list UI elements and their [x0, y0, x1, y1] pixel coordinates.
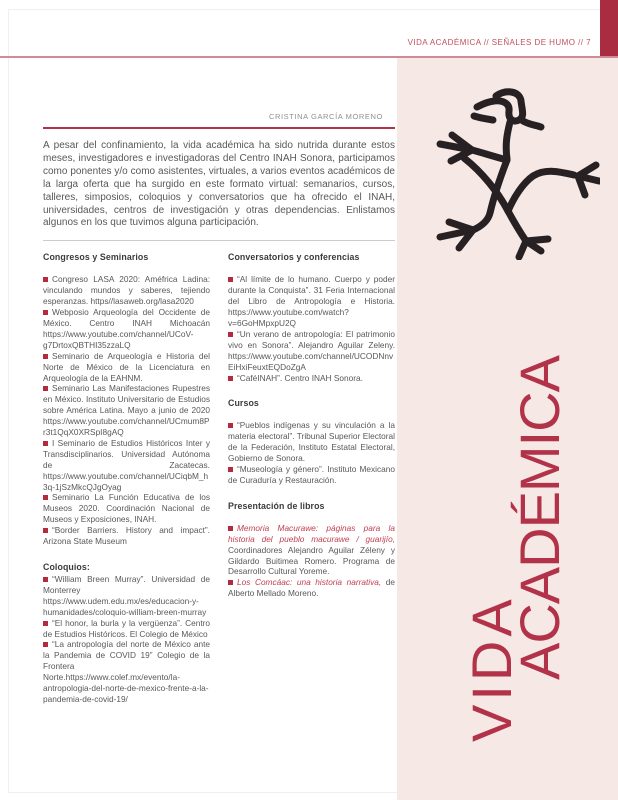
- bullet-square-icon: [228, 332, 233, 337]
- intro-paragraph: A pesar del confinamiento, la vida académica ha sido nutrida durante estos meses, investigadores e investigadoras del Centro INAH Sonora, participamos como ponentes y/o como asistentes, virtuales, a varios eventos académicos de la larga oferta que ha surgido en este formato virtual: semanarios, cursos, talleres, simposios, coloquios y conversatorios que ha ofrecido el INAH, universidades, centros de investigación y otras dependencias. Enlistamos algunos en los que tuvimos alguna participación.: [43, 140, 395, 229]
- bullet-square-icon: [228, 277, 233, 282]
- bullet-square-icon: [43, 441, 48, 446]
- list-item-text: “Pueblos indígenas y su vinculación a la materia electoral”. Tribunal Superior Electoral de la Federación, Instituto Estatal Electoral, Gobierno de Sonora.: [228, 420, 395, 464]
- book-title: Los Comcáac: una historia narrativa,: [237, 577, 382, 588]
- list-item: [43, 351, 210, 384]
- section-congresos: [43, 252, 210, 547]
- bullet-square-icon: [43, 528, 48, 533]
- list-item-text: “Museología y género”. Instituto Mexicano de Curaduría y Restauración.: [228, 464, 395, 485]
- book-item-text: de Alberto Mellado Moreno.: [228, 577, 395, 599]
- list-item: [43, 525, 210, 547]
- list-item-text: “William Breen Murray”. Universidad de Monterrey https://www.udem.edu.mx/es/educacion-y-humanidades/coloquio-william-breen-murray: [43, 574, 210, 617]
- two-column-layout: [43, 252, 395, 705]
- bullet-square-icon: [43, 277, 48, 282]
- petroglyph-dancer-icon: [430, 80, 600, 260]
- list-item: [228, 274, 395, 329]
- bullet-square-icon: [43, 495, 48, 500]
- list-item-text: Seminario de Arqueología e Historia del Norte de México de la Licenciatura en Arqueología de la EAHNM.: [43, 350, 210, 383]
- bullet-square-icon: [43, 310, 48, 315]
- list-item-text: “Border Barriers. History and impact”. Arizona State Museum: [43, 525, 210, 547]
- section-title: Cursos: [228, 398, 259, 409]
- running-head: VIDA ACADÉMICA // SEÑALES DE HUMO // 7: [407, 38, 591, 47]
- bullet-square-icon: [228, 467, 233, 472]
- section-title: Conversatorios y conferencias: [228, 252, 360, 263]
- section-title: Coloquios:: [43, 562, 90, 572]
- list-item-text: “El honor, la burla y la vergüenza”. Centro de Estudios Históricos. El Colegio de México: [43, 617, 210, 639]
- list-item: [43, 307, 210, 351]
- bullet-square-icon: [228, 423, 233, 428]
- bullet-square-icon: [43, 386, 48, 391]
- list-item-text: Webposio Arqueología del Occidente de México. Centro INAH Michoacán https://www.youtube.com/channel/UCoV-g7DrtoxQBTHI35zzaLQ: [43, 307, 210, 350]
- list-item: [228, 523, 395, 578]
- section-presentacion-libros: [228, 501, 395, 599]
- left-column: [43, 252, 210, 705]
- section-conversatorios: [228, 252, 395, 383]
- bullet-square-icon: [228, 376, 233, 381]
- list-item-text: I Seminario de Estudios Históricos Inter y Transdisciplinarios. Universidad Autónoma de Zacatecas. https://www.youtube.com/channel/UCiqbM_h3q-1jSzMkcQJgOyag: [43, 437, 210, 492]
- section-cursos: [228, 398, 395, 485]
- list-item-text: “Un verano de antropología: El patrimonio vivo en Sonora”. Alejandro Aguilar Zeleny. https://www.youtube.com/channel/UCODNnvEiHxiFeuxtEQDoZgA: [228, 328, 395, 372]
- bullet-square-icon: [43, 577, 48, 582]
- book-item-text: Coordinadores Alejandro Aguilar Zéleny y Gildardo Buitimea Romero. Programa de Desarrollo Cultural Yoreme.: [228, 544, 395, 577]
- bullet-square-icon: [43, 642, 48, 647]
- bullet-square-icon: [228, 580, 233, 585]
- right-column: [228, 252, 395, 705]
- list-item: [43, 438, 210, 493]
- bullet-square-icon: [43, 621, 48, 626]
- list-item: [228, 329, 395, 373]
- list-item: [228, 577, 395, 599]
- list-item: [228, 464, 395, 486]
- list-item: [43, 274, 210, 307]
- vertical-title-vida: VIDA: [460, 595, 523, 742]
- list-item: [228, 420, 395, 464]
- header-rule: [0, 56, 618, 58]
- main-content: [43, 112, 395, 705]
- section-title: Presentación de libros: [228, 500, 325, 511]
- columns-rule: [43, 240, 395, 241]
- book-title: Memoria Macurawe: páginas para la historia del pueblo macurawe / guarijío,: [228, 522, 395, 544]
- list-item: [43, 618, 210, 640]
- list-item-text: “Al límite de lo humano. Cuerpo y poder durante la Conquista”. 31 Feria Internacional del Libro de Antropología e Historia. https://www.youtube.com/watch?v=6GoHMpxpU2Q: [228, 274, 395, 328]
- list-item: [228, 373, 395, 384]
- list-item: [43, 639, 210, 704]
- section-title: Congresos y Seminarios: [43, 252, 149, 263]
- section-coloquios: [43, 562, 210, 705]
- vertical-title-academica: ACADÉMICA: [508, 356, 571, 680]
- list-item-text: Congreso LASA 2020: Améfrica Ladina: vinculando mundos y saberes, tejiendo esperanzas. https//lasaweb.org/lasa2020: [43, 274, 210, 307]
- list-item-text: Seminario La Función Educativa de los Museos 2020. Coordinación Nacional de Museos y Exposiciones, INAH.: [43, 492, 210, 525]
- list-item-text: Seminario Las Manifestaciones Rupestres en México. Instituto Universitario de Estudios sobre América Latina. Mayo a junio de 2020 https://www.youtube.com/channel/UCmum8Pr3t1QqX0XRSpI8gAQ: [43, 383, 210, 438]
- list-item-text: “CaféINAH”. Centro INAH Sonora.: [237, 372, 363, 383]
- byline: CRISTINA GARCÍA MORENO: [268, 112, 383, 121]
- list-item: [43, 574, 210, 618]
- byline-rule: [43, 127, 395, 129]
- corner-accent-block: [600, 0, 618, 57]
- bullet-square-icon: [43, 354, 48, 359]
- list-item-text: “La antropología del norte de México ante la Pandemia de COVID 19” Colegio de la Frontera Norte.https://www.colef.mx/evento/la-antropologia-del-norte-de-mexico-frente-a-la-pandemia-de-covid-19/: [43, 639, 210, 704]
- bullet-square-icon: [228, 526, 233, 531]
- list-item: [43, 492, 210, 525]
- list-item: [43, 383, 210, 438]
